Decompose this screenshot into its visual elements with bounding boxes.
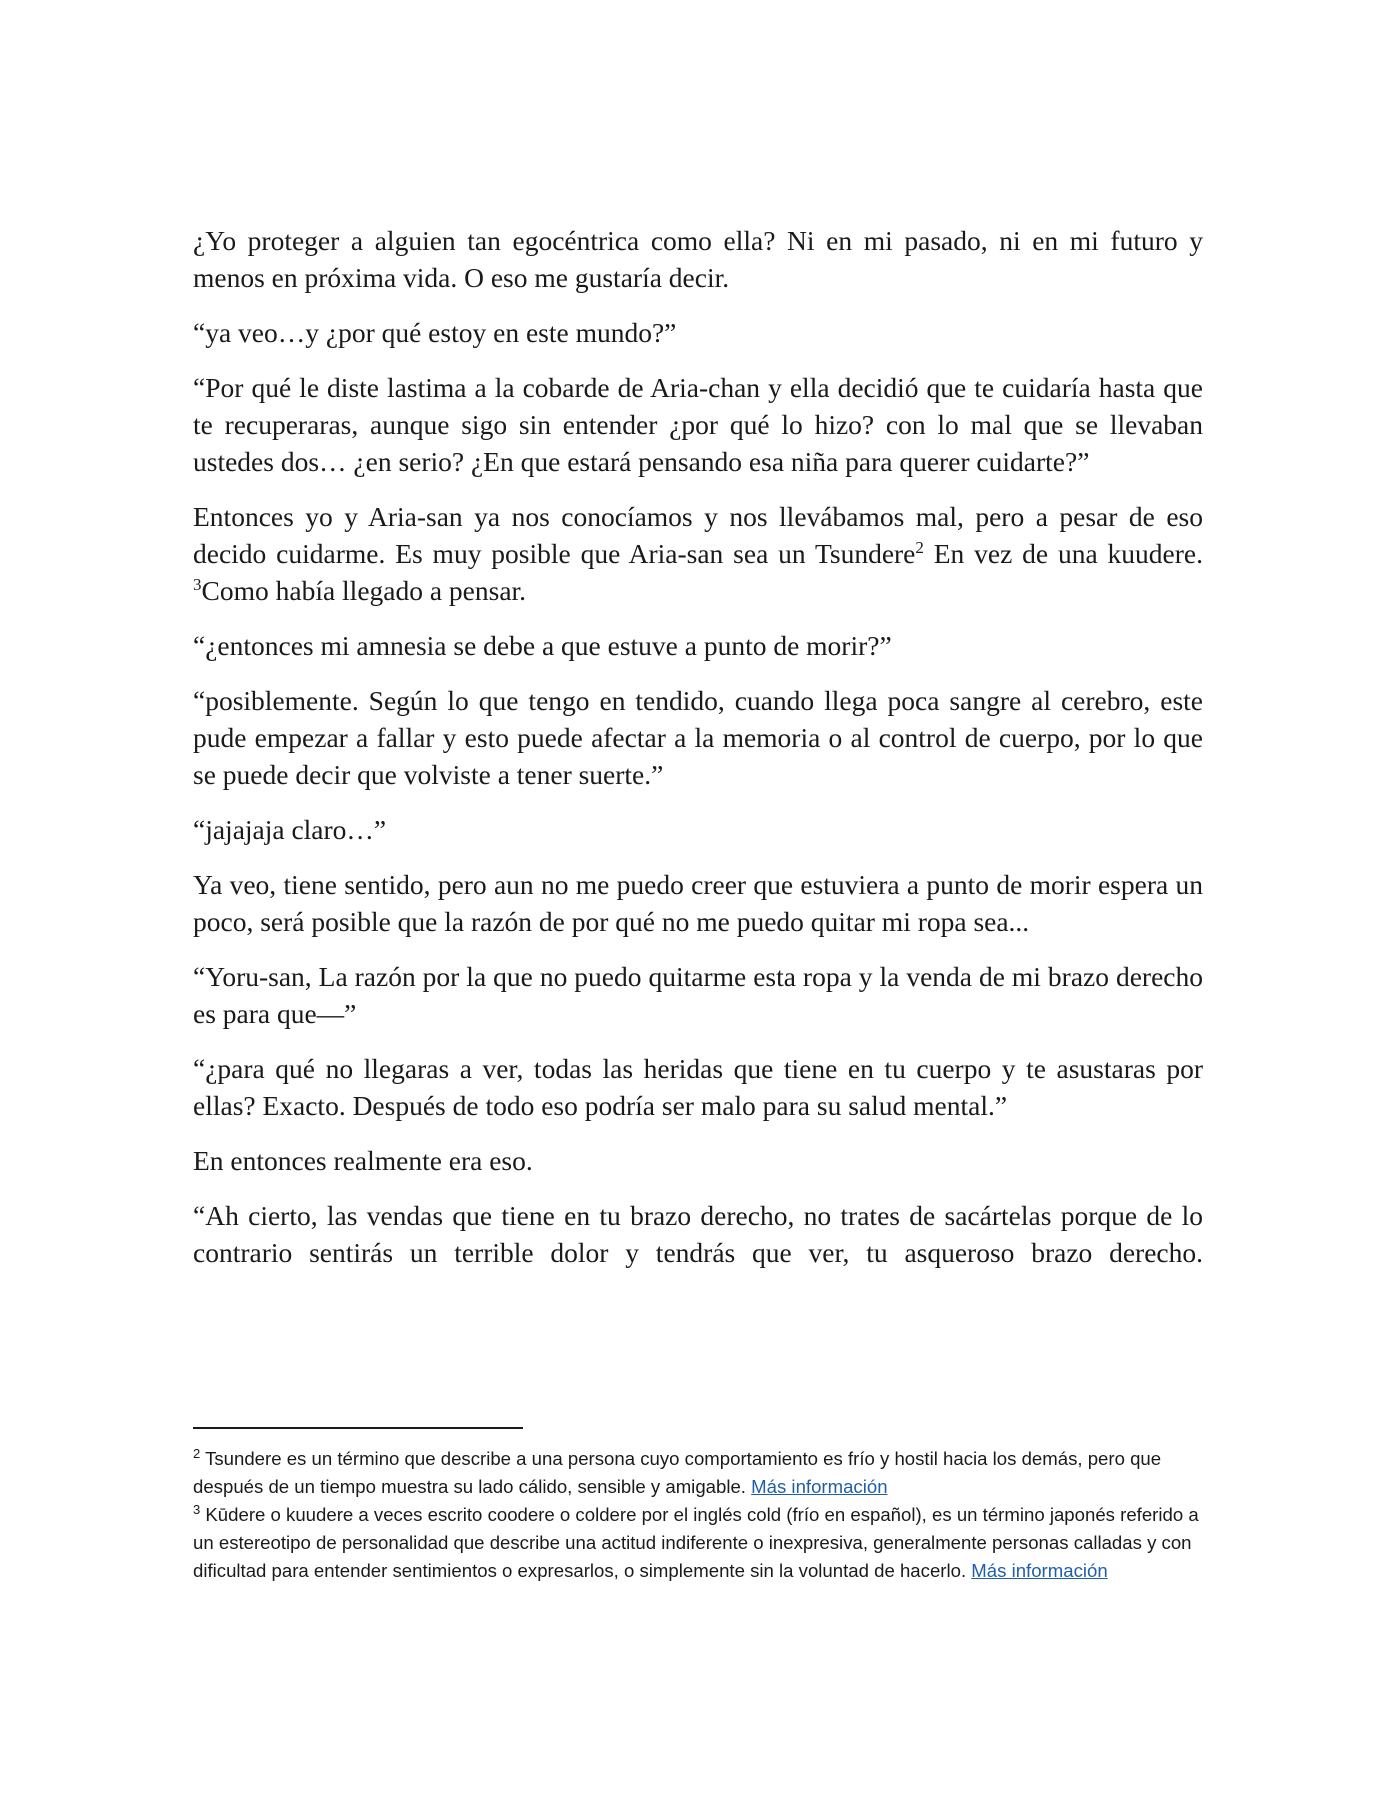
footnote-ref-2[interactable]: 2 <box>915 537 924 557</box>
footnote-number-2: 2 <box>193 1445 201 1461</box>
paragraph-4-text-b: En vez de una kuudere. <box>923 538 1203 569</box>
footnote-3-text: Kūdere o kuudere a veces escrito coodere o coldere por el inglés cold (frío en español), es un término japonés referido a un estereotipo de personalidad que describe una actitud indiferente o inexpresiva, generalmente personas calladas y con dificultad para entender sentimientos o expresarlos, o simplemente sin la voluntad de hacerlo. <box>193 1504 1199 1581</box>
paragraph-8: Ya veo, tiene sentido, pero aun no me puedo creer que estuviera a punto de morir espera un poco, será posible que la razón de por qué no me puedo quitar mi ropa sea... <box>193 869 1203 937</box>
paragraph-7: “jajajaja claro…” <box>193 814 387 845</box>
footnote-2-text: Tsundere es un término que describe a una persona cuyo comportamiento es frío y hostil hacia los demás, pero que después de un tiempo muestra su lado cálido, sensible y amigable. <box>193 1448 1162 1497</box>
paragraph-10: “¿para qué no llegaras a ver, todas las heridas que tiene en tu cuerpo y te asustaras por ellas? Exacto. Después de todo eso podría ser malo para su salud mental.” <box>193 1053 1203 1121</box>
paragraph-9: “Yoru-san, La razón por la que no puedo quitarme esta ropa y la venda de mi brazo derecho es para que—” <box>193 961 1203 1029</box>
paragraph-1: ¿Yo proteger a alguien tan egocéntrica como ella? Ni en mi pasado, ni en mi futuro y menos en próxima vida. O eso me gustaría decir. <box>193 225 1203 293</box>
footnote-3-more-info-link[interactable]: Más información <box>971 1560 1108 1581</box>
footnote-number-3: 3 <box>193 1501 201 1517</box>
footnote-ref-3[interactable]: 3 <box>193 574 202 594</box>
paragraph-12: “Ah cierto, las vendas que tiene en tu brazo derecho, no trates de sacártelas porque de lo contrario sentirás un terrible dolor y tendrás que ver, tu asqueroso brazo derecho. <box>193 1200 1203 1268</box>
paragraph-5: “¿entonces mi amnesia se debe a que estuve a punto de morir?” <box>193 630 892 661</box>
paragraph-6: “posiblemente. Según lo que tengo en tendido, cuando llega poca sangre al cerebro, este pude empezar a fallar y esto puede afectar a la memoria o al control de cuerpo, por lo que se puede decir que volviste a tener suerte.” <box>193 685 1203 790</box>
paragraph-3: “Por qué le diste lastima a la cobarde de Aria-chan y ella decidió que te cuidaría hasta que te recuperaras, aunque sigo sin entender ¿por qué lo hizo? con lo mal que se llevaban ustedes dos… ¿en serio? ¿En que estará pensando esa niña para querer cuidarte?” <box>193 372 1203 477</box>
body-text <box>193 222 1203 1289</box>
paragraph-4 <box>193 498 1203 609</box>
paragraph-2: “ya veo…y ¿por qué estoy en este mundo?” <box>193 317 677 348</box>
paragraph-4-text-a: Entonces yo y Aria-san ya nos conocíamos y nos llevábamos mal, pero a pesar de eso decido cuidarme. Es muy posible que Aria-san sea un Tsundere <box>193 501 1203 569</box>
footnote-separator <box>193 1427 523 1429</box>
paragraph-11: En entonces realmente era eso. <box>193 1145 533 1176</box>
footnote-3 <box>193 1501 1203 1585</box>
footnotes <box>193 1445 1203 1585</box>
footnote-2-more-info-link[interactable]: Más información <box>751 1476 888 1497</box>
paragraph-4-text-c: Como había llegado a pensar. <box>201 575 527 606</box>
footnote-2 <box>193 1445 1203 1501</box>
